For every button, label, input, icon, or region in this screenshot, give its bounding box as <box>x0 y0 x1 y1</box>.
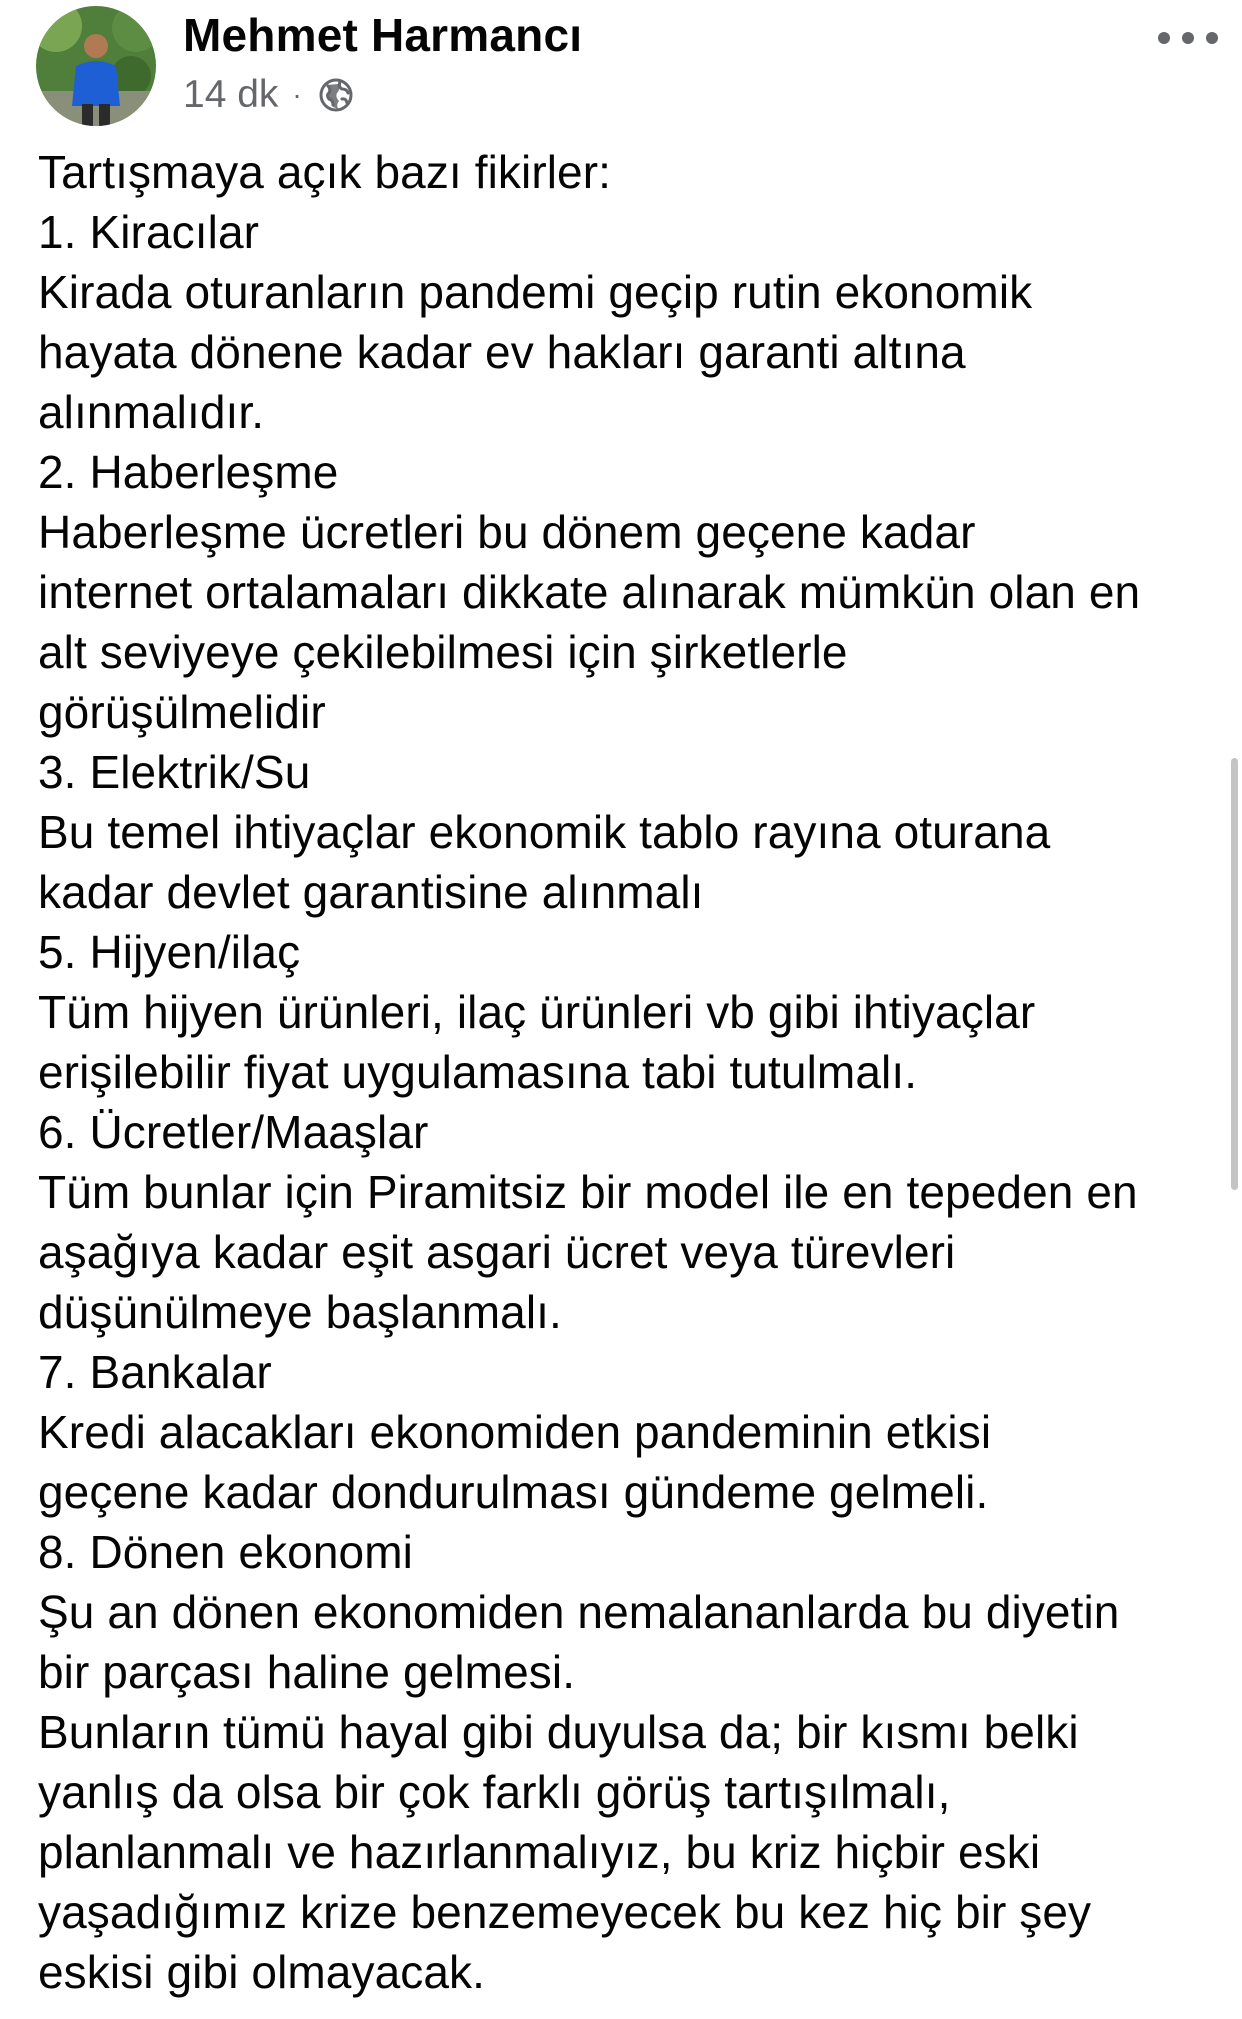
post-text-line: 3. Elektrik/Su <box>38 746 311 798</box>
post-text-line: Tüm bunlar için Piramitsiz bir model ile en tepeden en <box>38 1166 1138 1218</box>
post-text-line: hayata dönene kadar ev hakları garanti altına <box>38 326 966 378</box>
post-time[interactable]: 14 dk <box>183 73 279 116</box>
meta-separator: · <box>292 79 302 110</box>
post-text-line: Tüm hijyen ürünleri, ilaç ürünleri vb gibi ihtiyaçlar <box>38 986 1036 1038</box>
post-text-line: Kredi alacakları ekonomiden pandeminin etkisi <box>38 1406 992 1458</box>
post-text-line: 2. Haberleşme <box>38 446 339 498</box>
avatar[interactable] <box>36 6 156 126</box>
scrollbar[interactable] <box>1231 758 1238 1190</box>
post-text-line: aşağıya kadar eşit asgari ücret veya türevleri <box>38 1226 956 1278</box>
post-text-line: geçene kadar dondurulması gündeme gelmeli. <box>38 1466 989 1518</box>
post-text-line: 7. Bankalar <box>38 1346 272 1398</box>
post-header <box>0 0 1242 150</box>
post-text-line: alınmalıdır. <box>38 386 265 438</box>
post-meta <box>183 70 356 120</box>
avatar-photo <box>36 6 156 126</box>
more-dot <box>1206 32 1218 44</box>
post-text-line: Bunların tümü hayal gibi duyulsa da; bir kısmı belki <box>38 1706 1079 1758</box>
post-text-line: düşünülmeye başlanmalı. <box>38 1286 562 1338</box>
more-dot <box>1182 32 1194 44</box>
post-text-line: planlanmalı ve hazırlanmalıyız, bu kriz hiçbir eski <box>38 1826 1041 1878</box>
globe-icon <box>316 75 356 115</box>
more-dot <box>1158 32 1170 44</box>
post-text-line: 8. Dönen ekonomi <box>38 1526 413 1578</box>
post-text-line: Haberleşme ücretleri bu dönem geçene kadar <box>38 506 976 558</box>
post-text-line: alt seviyeye çekilebilmesi için şirketlerle <box>38 626 848 678</box>
post-text-line: 6. Ücretler/Maaşlar <box>38 1106 429 1158</box>
post-text-line: bir parçası haline gelmesi. <box>38 1646 576 1698</box>
more-options-button[interactable] <box>1158 20 1218 56</box>
post-text-line: erişilebilir fiyat uygulamasına tabi tutulmalı. <box>38 1046 918 1098</box>
post-text-line: internet ortalamaları dikkate alınarak mümkün olan en <box>38 566 1141 618</box>
post-text-line: Şu an dönen ekonomiden nemalananlarda bu diyetin <box>38 1586 1120 1638</box>
post-text-line: eskisi gibi olmayacak. <box>38 1946 486 1998</box>
author-name[interactable]: Mehmet Harmancı <box>183 9 583 61</box>
post-text-line: Tartışmaya açık bazı fikirler: <box>38 146 612 198</box>
post-text <box>38 142 1203 2002</box>
post-text-line: 1. Kiracılar <box>38 206 260 258</box>
post-text-line: Kirada oturanların pandemi geçip rutin ekonomik <box>38 266 1033 318</box>
post-text-line: yaşadığımız krize benzemeyecek bu kez hiç bir şey <box>38 1886 1092 1938</box>
post-text-line: Bu temel ihtiyaçlar ekonomik tablo rayına oturana <box>38 806 1051 858</box>
post-text-line: yanlış da olsa bir çok farklı görüş tartışılmalı, <box>38 1766 951 1818</box>
post-text-line: görüşülmelidir <box>38 686 326 738</box>
post-text-line: 5. Hijyen/ilaç <box>38 926 301 978</box>
post-text-line: kadar devlet garantisine alınmalı <box>38 866 704 918</box>
